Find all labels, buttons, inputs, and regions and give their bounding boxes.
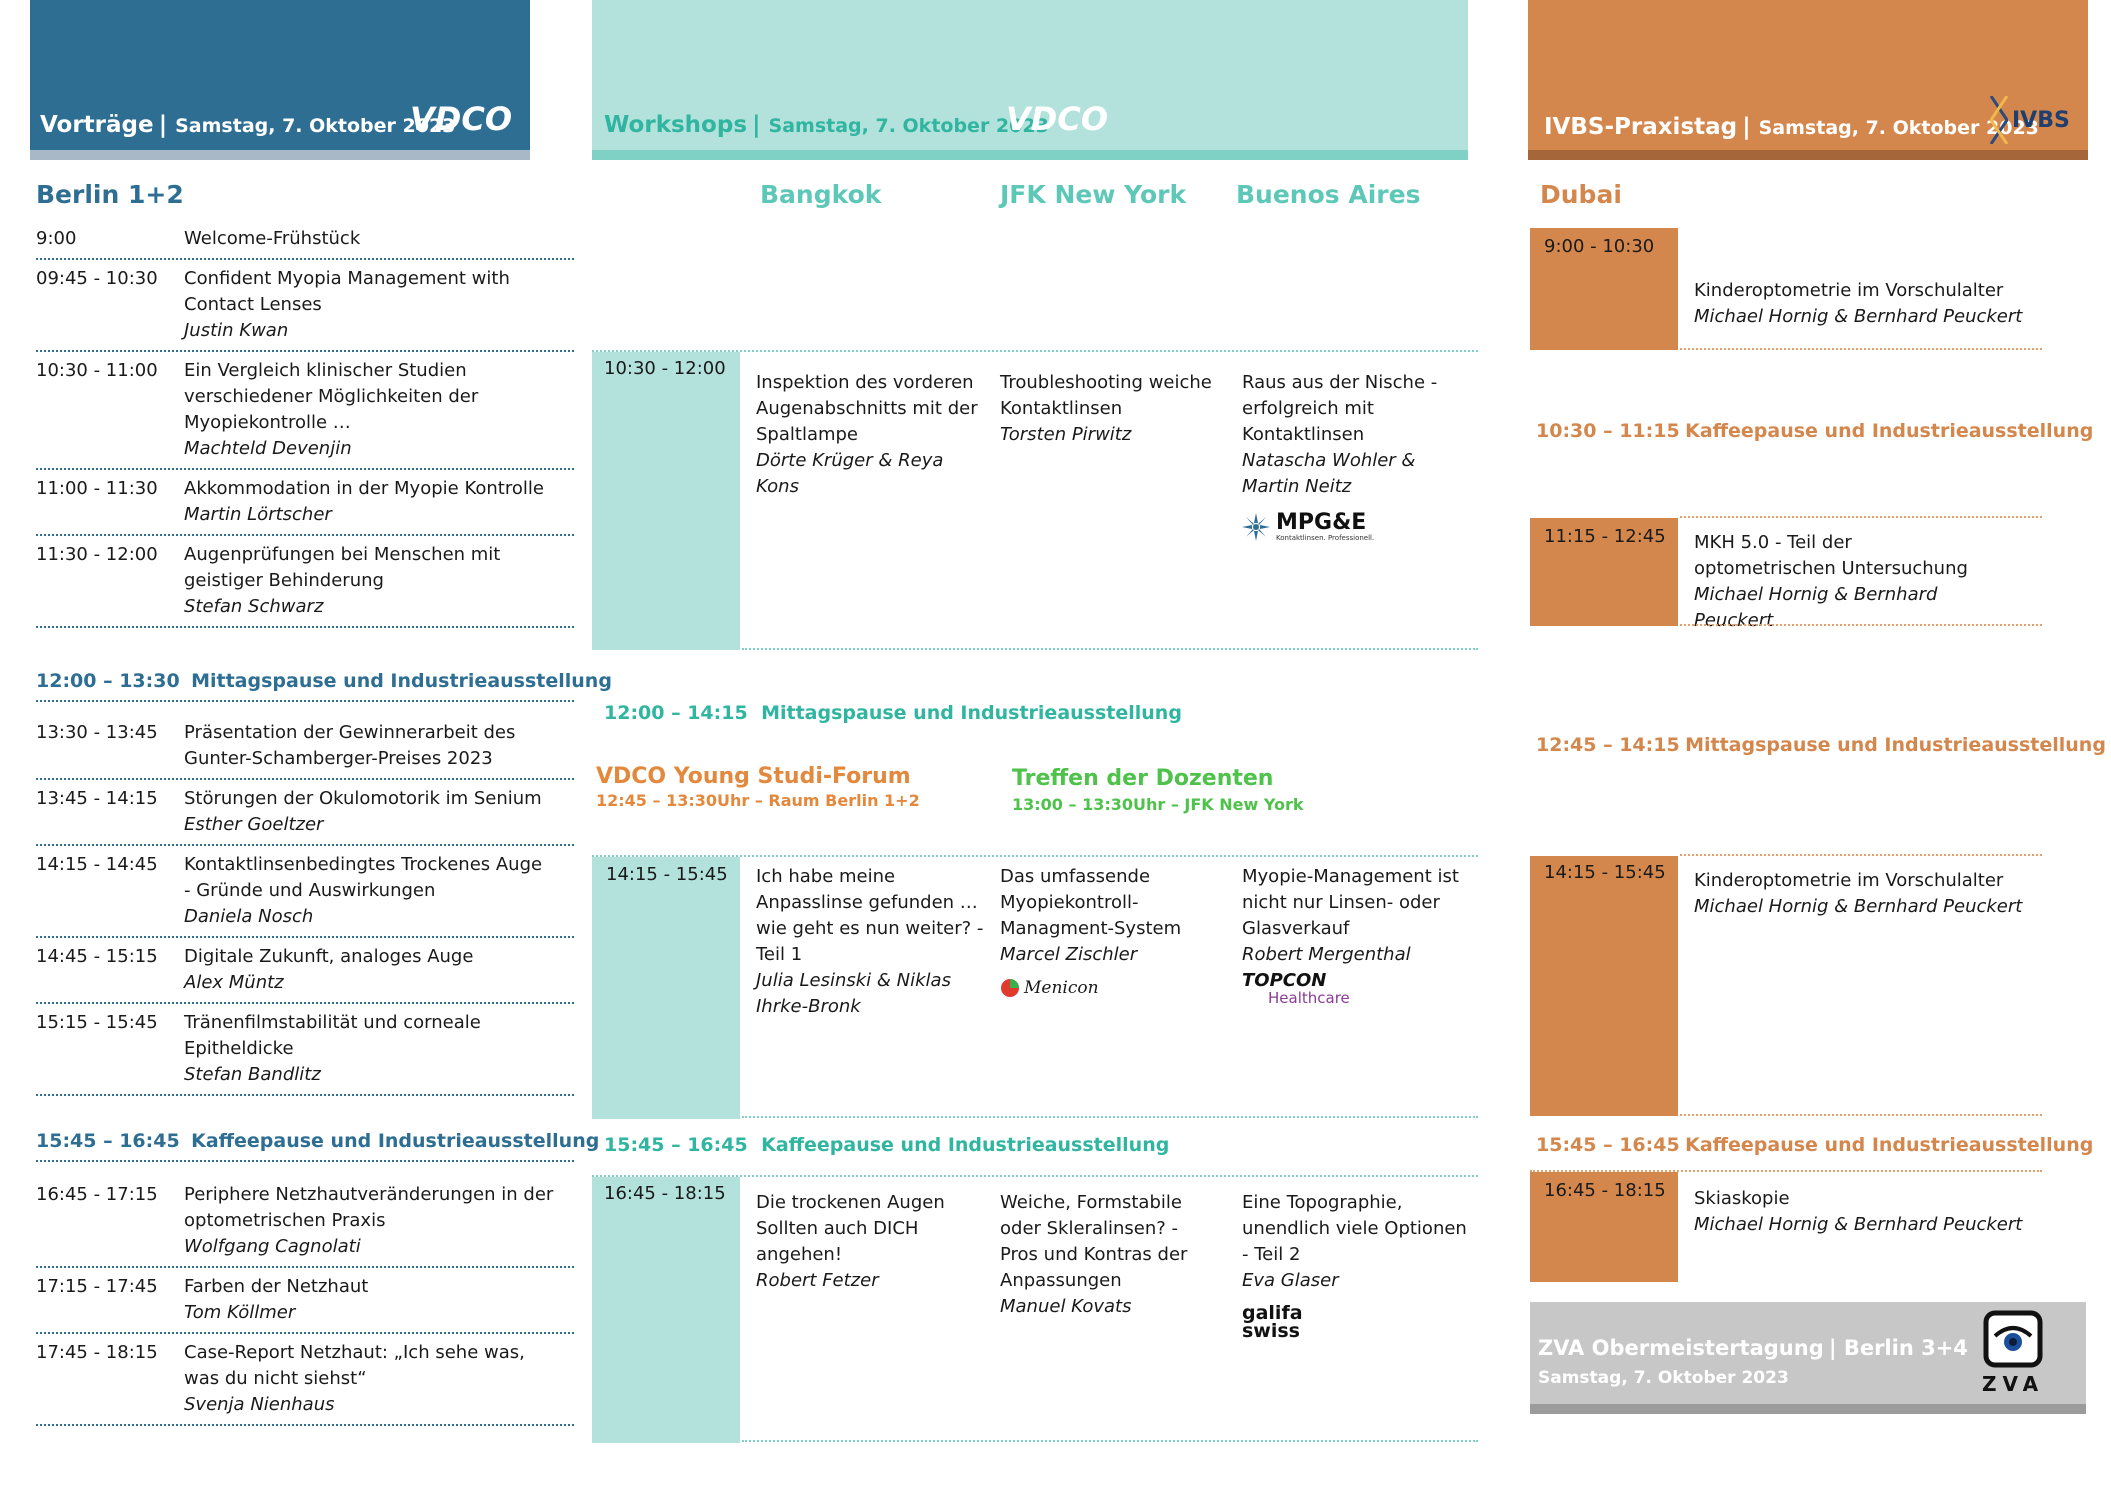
session-speaker: Natascha Wohler & Martin Neitz xyxy=(1242,450,1416,497)
lecture-body xyxy=(184,852,554,930)
workshop-session xyxy=(756,1190,976,1294)
divider xyxy=(1680,854,2042,856)
break-time: 10:30 – 11:15 xyxy=(1536,420,1680,442)
break-time: 12:45 – 14:15 xyxy=(1536,734,1680,756)
ivbs-header-stripe xyxy=(1528,150,2088,160)
lecture-time: 14:15 - 14:45 xyxy=(36,854,158,875)
room-buenos-aires: Buenos Aires xyxy=(1236,180,1421,209)
lecture-time: 11:00 - 11:30 xyxy=(36,478,158,499)
session-title: Die trockenen Augen Sollten auch DICH angehen! xyxy=(756,1192,945,1265)
session-title: Troubleshooting weiche Kontaktlinsen xyxy=(1000,372,1212,419)
topcon-sub: Healthcare xyxy=(1268,989,1350,1007)
ivbs-break-1 xyxy=(1536,420,2093,442)
lecture-title: Confident Myopia Management with Contact Lenses xyxy=(184,268,510,315)
workshop-slot-2-time-block xyxy=(592,857,740,1119)
lecture-row xyxy=(36,470,574,536)
vortraege-break-2 xyxy=(36,1130,599,1152)
vortraege-list-1 xyxy=(36,220,574,628)
lecture-title: Farben der Netzhaut xyxy=(184,1276,369,1297)
session-speaker: Michael Hornig & Bernhard Peuckert xyxy=(1694,584,1938,631)
workshops-title: Workshops xyxy=(604,112,748,138)
ivbs-title: IVBS-Praxistag xyxy=(1544,114,1738,140)
lecture-time: 14:45 - 15:15 xyxy=(36,946,158,967)
lecture-row xyxy=(36,352,574,470)
break-label: Kaffeepause und Industrieausstellung xyxy=(761,1134,1170,1156)
ivbs-header-text xyxy=(1544,114,2039,140)
lecture-row xyxy=(36,780,574,846)
session-speaker: Manuel Kovats xyxy=(1000,1296,1132,1317)
room-berlin: Berlin 1+2 xyxy=(36,180,184,209)
divider xyxy=(1680,348,2042,350)
ivbs-session xyxy=(1694,278,2034,330)
lecture-body xyxy=(184,1340,554,1418)
separator: | xyxy=(1828,1336,1844,1360)
lecture-speaker: Wolfgang Cagnolati xyxy=(184,1236,361,1257)
session-title: Inspektion des vorderen Augenabschnitts mit der Spaltlampe xyxy=(756,372,978,445)
studi-forum-title: VDCO Young Studi-Forum xyxy=(596,764,911,789)
zva-room: Berlin 3+4 xyxy=(1843,1336,1968,1360)
galifa-logo: galifa swiss xyxy=(1242,1302,1303,1342)
zva-logo xyxy=(1982,1310,2044,1396)
lecture-row xyxy=(36,1268,574,1334)
zva-eye-icon xyxy=(1983,1310,2043,1368)
lecture-title: Kontaktlinsenbedingtes Trockenes Auge - Gründe und Auswirkungen xyxy=(184,854,543,901)
session-speaker: Michael Hornig & Bernhard Peuckert xyxy=(1694,1214,2023,1235)
lecture-row xyxy=(36,1334,574,1426)
menicon-name: Menicon xyxy=(1024,978,1099,998)
vortraege-title: Vorträge xyxy=(40,112,154,138)
lecture-title: Welcome-Frühstück xyxy=(184,228,361,249)
divider xyxy=(36,700,574,702)
ivbs-slot-3-time-block xyxy=(1530,856,1678,1116)
break-label: Kaffeepause und Industrieausstellung xyxy=(191,1130,600,1152)
vdco-logo: VDCO xyxy=(410,100,513,138)
session-title: Das umfassende Myopiekontroll-Managment-System xyxy=(1000,866,1182,939)
lecture-speaker: Machteld Devenjin xyxy=(184,438,352,459)
lecture-time: 10:30 - 11:00 xyxy=(36,360,158,381)
lecture-speaker: Svenja Nienhaus xyxy=(184,1394,335,1415)
ivbs-session xyxy=(1694,1186,2034,1238)
break-label: Mittagspause und Industrieausstellung xyxy=(191,670,612,692)
session-title: Eine Topographie, unendlich viele Optionen - Teil 2 xyxy=(1242,1192,1467,1265)
mpge-logo xyxy=(1242,512,1472,542)
lecture-body xyxy=(184,476,554,528)
vortraege-header-text xyxy=(40,112,455,138)
session-speaker: Torsten Pirwitz xyxy=(1000,424,1132,445)
workshop-session xyxy=(1242,1190,1478,1340)
vortraege-list-2 xyxy=(36,714,574,1096)
break-time: 15:45 – 16:45 xyxy=(36,1130,180,1152)
zva-date: Samstag, 7. Oktober 2023 xyxy=(1538,1368,1789,1388)
lecture-time: 15:15 - 15:45 xyxy=(36,1012,158,1033)
session-speaker: Michael Hornig & Bernhard Peuckert xyxy=(1694,306,2023,327)
ivbs-logo xyxy=(1990,96,2070,144)
divider xyxy=(742,648,1478,650)
zva-title: ZVA Obermeistertagung xyxy=(1538,1336,1824,1360)
vortraege-header-stripe xyxy=(30,150,530,160)
lecture-row xyxy=(36,1176,574,1268)
room-bangkok: Bangkok xyxy=(760,180,882,209)
session-title: Myopie-Management ist nicht nur Linsen- oder Glasverkauf xyxy=(1242,866,1459,939)
separator: | xyxy=(752,112,769,138)
lecture-title: Case-Report Netzhaut: „Ich sehe was, was du nicht siehst“ xyxy=(184,1342,525,1389)
session-title: Kinderoptometrie im Vorschulalter xyxy=(1694,280,2004,301)
mpge-mark-icon xyxy=(1242,513,1270,541)
lecture-row xyxy=(36,846,574,938)
break-time: 12:00 – 13:30 xyxy=(36,670,180,692)
ivbs-slot-2-time: 11:15 - 12:45 xyxy=(1544,526,1666,547)
session-speaker: Michael Hornig & Bernhard Peuckert xyxy=(1694,896,2023,917)
vortraege-break-1 xyxy=(36,670,612,692)
menicon-mark-icon xyxy=(1000,978,1020,998)
topcon-logo xyxy=(1242,972,1478,1006)
lecture-title: Augenprüfungen bei Menschen mit geistiger Behinderung xyxy=(184,544,501,591)
lecture-row xyxy=(36,220,574,260)
ivbs-session xyxy=(1694,530,1994,634)
lecture-row xyxy=(36,1004,574,1096)
ivbs-mark-icon xyxy=(1990,96,2008,144)
lecture-body xyxy=(184,720,554,772)
lecture-body xyxy=(184,266,554,344)
lecture-body xyxy=(184,944,554,996)
lecture-row xyxy=(36,260,574,352)
session-speaker: Robert Mergenthal xyxy=(1242,944,1411,965)
lecture-time: 16:45 - 17:15 xyxy=(36,1184,158,1205)
vortraege-list-3 xyxy=(36,1176,574,1426)
workshop-slot-3-time-block xyxy=(592,1177,740,1443)
divider xyxy=(742,1116,1478,1118)
dozenten-meeting xyxy=(1012,766,1304,814)
session-title: Kinderoptometrie im Vorschulalter xyxy=(1694,870,2004,891)
lecture-speaker: Stefan Schwarz xyxy=(184,596,324,617)
workshops-date: Samstag, 7. Oktober 2023 xyxy=(768,115,1049,137)
room-dubai: Dubai xyxy=(1540,180,1622,209)
studi-forum xyxy=(596,764,920,810)
lecture-speaker: Stefan Bandlitz xyxy=(184,1064,321,1085)
lecture-time: 11:30 - 12:00 xyxy=(36,544,158,565)
workshop-session xyxy=(1000,864,1200,998)
mpge-tagline: Kontaktlinsen. Professionell. xyxy=(1276,534,1375,542)
lecture-title: Tränenfilmstabilität und corneale Epitheldicke xyxy=(184,1012,481,1059)
vdco-logo: VDCO xyxy=(1006,100,1109,138)
workshop-slot-1-time: 10:30 - 12:00 xyxy=(604,358,726,379)
lecture-time: 17:15 - 17:45 xyxy=(36,1276,158,1297)
lecture-speaker: Daniela Nosch xyxy=(184,906,314,927)
break-label: Kaffeepause und Industrieausstellung xyxy=(1685,420,2094,442)
lecture-time: 9:00 xyxy=(36,228,77,249)
session-title: Ich habe meine Anpasslinse gefunden … wie geht es nun weiter? - Teil 1 xyxy=(756,866,984,965)
divider xyxy=(1680,516,2042,518)
vortraege-date: Samstag, 7. Oktober 2023 xyxy=(175,115,456,137)
zva-text xyxy=(1538,1336,1968,1388)
session-title: Raus aus der Nische - erfolgreich mit Kontaktlinsen xyxy=(1242,372,1438,445)
session-speaker: Robert Fetzer xyxy=(756,1270,879,1291)
lecture-body xyxy=(184,542,554,620)
session-title: MKH 5.0 - Teil der optometrischen Untersuchung xyxy=(1694,532,1968,579)
workshops-break-1 xyxy=(604,702,1182,724)
topcon-name: TOPCON xyxy=(1242,970,1327,991)
zva-name: ZVA xyxy=(1982,1372,2045,1396)
break-label: Kaffeepause und Industrieausstellung xyxy=(1685,1134,2094,1156)
ivbs-date: Samstag, 7. Oktober 2023 xyxy=(1758,117,2039,139)
lecture-speaker: Alex Müntz xyxy=(184,972,284,993)
lecture-row xyxy=(36,536,574,628)
session-speaker: Marcel Zischler xyxy=(1000,944,1138,965)
divider xyxy=(1680,624,2042,626)
ivbs-slot-1-time: 9:00 - 10:30 xyxy=(1544,236,1655,257)
session-speaker: Julia Lesinski & Niklas Ihrke-Bronk xyxy=(756,970,951,1017)
workshop-session xyxy=(1000,1190,1220,1320)
ivbs-slot-3-time: 14:15 - 15:45 xyxy=(1544,862,1666,883)
workshop-session xyxy=(756,370,986,500)
ivbs-name: IVBS xyxy=(2012,107,2070,133)
break-time: 12:00 – 14:15 xyxy=(604,702,748,724)
lecture-time: 09:45 - 10:30 xyxy=(36,268,158,289)
workshop-session xyxy=(1242,370,1472,542)
session-speaker: Dörte Krüger & Reya Kons xyxy=(756,450,944,497)
session-speaker: Eva Glaser xyxy=(1242,1270,1339,1291)
lecture-body xyxy=(184,358,554,462)
workshop-session xyxy=(1242,864,1478,1006)
room-jfk-new-york: JFK New York xyxy=(1000,180,1187,209)
lecture-time: 17:45 - 18:15 xyxy=(36,1342,158,1363)
lecture-body xyxy=(184,1010,554,1088)
ivbs-session xyxy=(1694,868,2034,920)
dozenten-sub: 13:00 – 13:30Uhr – JFK New York xyxy=(1012,795,1304,814)
ivbs-slot-4-time: 16:45 - 18:15 xyxy=(1544,1180,1666,1201)
studi-forum-sub: 12:45 – 13:30Uhr – Raum Berlin 1+2 xyxy=(596,791,920,810)
lecture-speaker: Esther Goeltzer xyxy=(184,814,324,835)
lecture-body xyxy=(184,1182,554,1260)
lecture-title: Störungen der Okulomotorik im Senium xyxy=(184,788,542,809)
divider xyxy=(1680,1114,2042,1116)
session-title: Skiaskopie xyxy=(1694,1188,1790,1209)
break-label: Mittagspause und Industrieausstellung xyxy=(761,702,1182,724)
divider xyxy=(742,1440,1478,1442)
lecture-speaker: Tom Köllmer xyxy=(184,1302,296,1323)
lecture-time: 13:30 - 13:45 xyxy=(36,722,158,743)
lecture-body xyxy=(184,786,554,838)
workshops-break-2 xyxy=(604,1134,1169,1156)
lecture-title: Ein Vergleich klinischer Studien verschiedener Möglichkeiten der Myopiekontrolle … xyxy=(184,360,479,433)
break-time: 15:45 – 16:45 xyxy=(604,1134,748,1156)
workshop-slot-1-time-block xyxy=(592,352,740,650)
session-title: Weiche, Formstabile oder Skleralinsen? - Pros und Kontras der Anpassungen xyxy=(1000,1192,1188,1291)
ivbs-break-2 xyxy=(1536,734,2106,756)
break-time: 15:45 – 16:45 xyxy=(1536,1134,1680,1156)
lecture-row xyxy=(36,938,574,1004)
lecture-speaker: Martin Lörtscher xyxy=(184,504,332,525)
workshops-header-text xyxy=(604,112,1049,138)
zva-box-stripe xyxy=(1530,1404,2086,1414)
menicon-logo xyxy=(1000,978,1200,998)
divider xyxy=(36,1160,574,1162)
dozenten-title: Treffen der Dozenten xyxy=(1012,766,1274,791)
mpge-name: MPG&E xyxy=(1276,510,1367,535)
workshop-session xyxy=(756,864,992,1020)
separator: | xyxy=(158,112,176,138)
lecture-body xyxy=(184,226,554,252)
lecture-title: Periphere Netzhautveränderungen in der optometrischen Praxis xyxy=(184,1184,554,1231)
lecture-time: 13:45 - 14:15 xyxy=(36,788,158,809)
separator: | xyxy=(1742,114,1759,140)
lecture-title: Akkommodation in der Myopie Kontrolle xyxy=(184,478,544,499)
workshop-slot-3-time: 16:45 - 18:15 xyxy=(604,1183,726,1204)
workshop-slot-2-time: 14:15 - 15:45 xyxy=(606,864,728,885)
lecture-body xyxy=(184,1274,554,1326)
break-label: Mittagspause und Industrieausstellung xyxy=(1685,734,2106,756)
lecture-title: Digitale Zukunft, analoges Auge xyxy=(184,946,474,967)
lecture-speaker: Justin Kwan xyxy=(184,320,289,341)
lecture-title: Präsentation der Gewinnerarbeit des Gunter-Schamberger-Preises 2023 xyxy=(184,722,516,769)
lecture-row xyxy=(36,714,574,780)
workshop-session xyxy=(1000,370,1230,448)
ivbs-break-3 xyxy=(1536,1134,2093,1156)
workshops-header-stripe xyxy=(592,150,1468,160)
